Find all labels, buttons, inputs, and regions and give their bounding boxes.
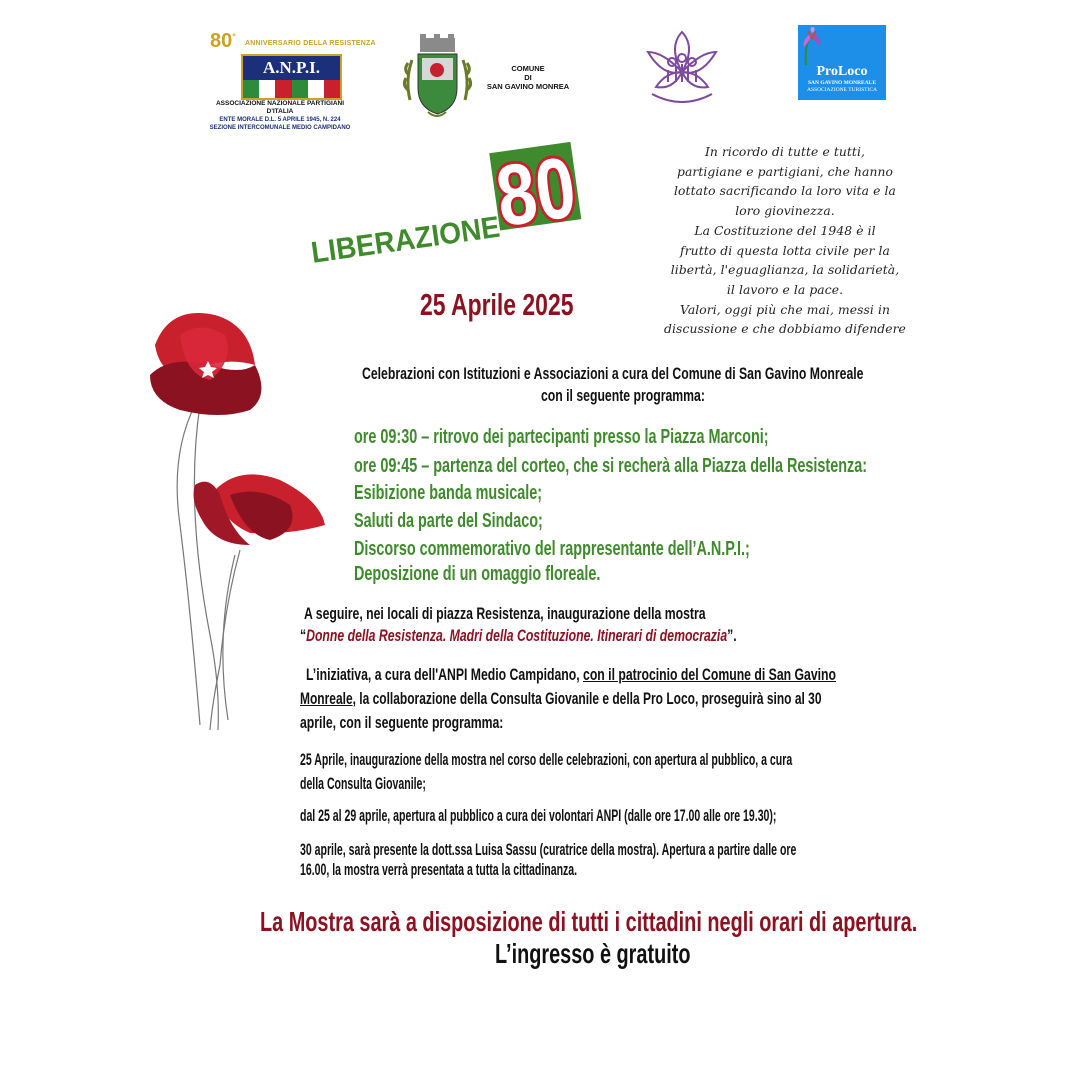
initiative-line3: aprile, con il seguente programma:	[300, 713, 504, 732]
program-item: Esibizione banda musicale;	[354, 482, 543, 504]
consulta-giovanile-logo	[638, 22, 726, 120]
anpi-anniversary-number: 80°	[210, 30, 236, 52]
poem-line: La Costituzione del 1948 è il	[694, 223, 876, 238]
anpi-caption	[205, 100, 355, 132]
program-item: ore 09:30 – ritrovo dei partecipanti presso la Piazza Marconi;	[354, 426, 769, 448]
exhibition-line1: A seguire, nei locali di piazza Resistenza, inaugurazione della mostra	[304, 604, 706, 623]
saffron-flower-icon	[798, 25, 886, 67]
schedule-item1-line1: 25 Aprile, inaugurazione della mostra nel corso delle celebrazioni, con apertura al pubblico, a cura	[300, 750, 793, 769]
initiative-text: , la collaborazione della Consulta Giovanile e della Pro Loco, proseguirà sino al 30	[352, 689, 822, 708]
poem-line: frutto di questa lotta civile per la	[680, 243, 890, 258]
event-date: 25 Aprile 2025	[420, 287, 574, 322]
exhibition-line2	[300, 626, 737, 646]
proloco-subtitle-line1: SAN GAVINO MONREALE	[807, 80, 877, 86]
schedule-item3-line2: 16.00, la mostra verrà presentata a tutta la cittadinanza.	[300, 860, 578, 879]
poem-line: In ricordo di tutte e tutti,	[704, 145, 866, 159]
poem-line: Valori, oggi più che mai, messi in	[679, 302, 891, 317]
quote-close: ”.	[727, 626, 737, 645]
liberazione-word: LIBERAZIONE	[309, 208, 516, 270]
anpi-anniversary-text: ANNIVERSARIO DELLA RESISTENZA	[245, 40, 376, 47]
schedule-item1-line2: della Consulta Giovanile;	[300, 774, 426, 793]
poem-line: il lavoro e la pace.	[726, 282, 844, 297]
closing-availability: La Mostra sarà a disposizione di tutti i cittadini negli orari di apertura.	[260, 906, 918, 937]
liberazione-80-logo	[305, 136, 599, 270]
program-item: ore 09:45 – partenza del corteo, che si recherà alla Piazza della Resistenza:	[354, 455, 868, 477]
schedule-item3-line1: 30 aprile, sarà presente la dott.ssa Luisa Sassu (curatrice della mostra). Apertura a partire dalle ore	[300, 840, 797, 859]
anpi-caption-line2: ENTE MORALE D.L. 5 APRILE 1945, N. 224	[219, 117, 341, 123]
anpi-caption-line3: SEZIONE INTERCOMUNALE MEDIO CAMPIDANO	[209, 125, 351, 131]
program-item: Saluti da parte del Sindaco;	[354, 510, 543, 532]
initiative-line1	[306, 665, 836, 685]
poem-line: partigiane e partigiani, che hanno	[676, 164, 894, 179]
initiative-line2	[300, 689, 822, 709]
poem-line: lottato sacrificando la loro vita e la	[674, 184, 896, 199]
exhibition-title: Donne della Resistenza. Madri della Costituzione. Itinerari di democrazia	[306, 626, 728, 645]
proloco-logo	[798, 25, 886, 100]
intro-line2: con il seguente programma:	[541, 386, 705, 405]
municipal-coat-of-arms-icon	[400, 30, 475, 125]
italian-flag-icon	[243, 80, 340, 98]
anpi-badge-label: A.N.P.I.	[243, 56, 340, 80]
anpi-badge	[241, 54, 342, 100]
closing-free-entry: L’ingresso è gratuito	[495, 938, 691, 969]
anpi-logo	[205, 28, 376, 131]
consulta-flower-icon	[638, 22, 726, 120]
liberazione-number: 80	[490, 136, 599, 246]
dedication-poem	[640, 143, 930, 340]
proloco-subtitle-line2: ASSOCIAZIONE TURISTICA	[806, 87, 878, 93]
quote-open: “	[300, 626, 307, 645]
initiative-text: L’iniziativa, a cura dell'ANPI Medio Campidano,	[306, 665, 584, 684]
comune-logo	[400, 30, 580, 125]
initiative-patronage: con il patrocinio del Comune di San Gavino	[583, 665, 836, 684]
poem-line: libertà, l'eguaglianza, la solidarietà,	[670, 263, 900, 278]
poppy-lower	[194, 474, 325, 545]
program-item: Deposizione di un omaggio floreale.	[354, 563, 601, 585]
schedule-item2: dal 25 al 29 aprile, apertura al pubblico a cura dei volontari ANPI (dalle ore 17.00 alle ore 19.30);	[300, 806, 777, 825]
liberazione-80-graphic	[305, 136, 599, 270]
proloco-title: ProLoco	[816, 64, 868, 79]
intro-line1: Celebrazioni con Istituzioni e Associazioni a cura del Comune di San Gavino Monreale	[362, 364, 864, 383]
program-item: Discorso commemorativo del rappresentante dell’A.N.P.I.;	[354, 538, 750, 560]
poppy-upper	[150, 313, 261, 415]
poem-line: loro giovinezza.	[735, 204, 835, 219]
poem-line: discussione e che dobbiamo difendere	[664, 322, 906, 337]
comune-line3: SAN GAVINO MONREA	[486, 82, 570, 91]
proloco-subtitle	[798, 80, 886, 94]
comune-name	[482, 64, 574, 91]
comune-line2: DI	[524, 73, 532, 82]
initiative-patronage-end: Monreale	[300, 689, 353, 708]
anpi-caption-line1: ASSOCIAZIONE NAZIONALE PARTIGIANI D'ITALIA	[215, 100, 345, 115]
comune-line1: COMUNE	[511, 64, 545, 73]
